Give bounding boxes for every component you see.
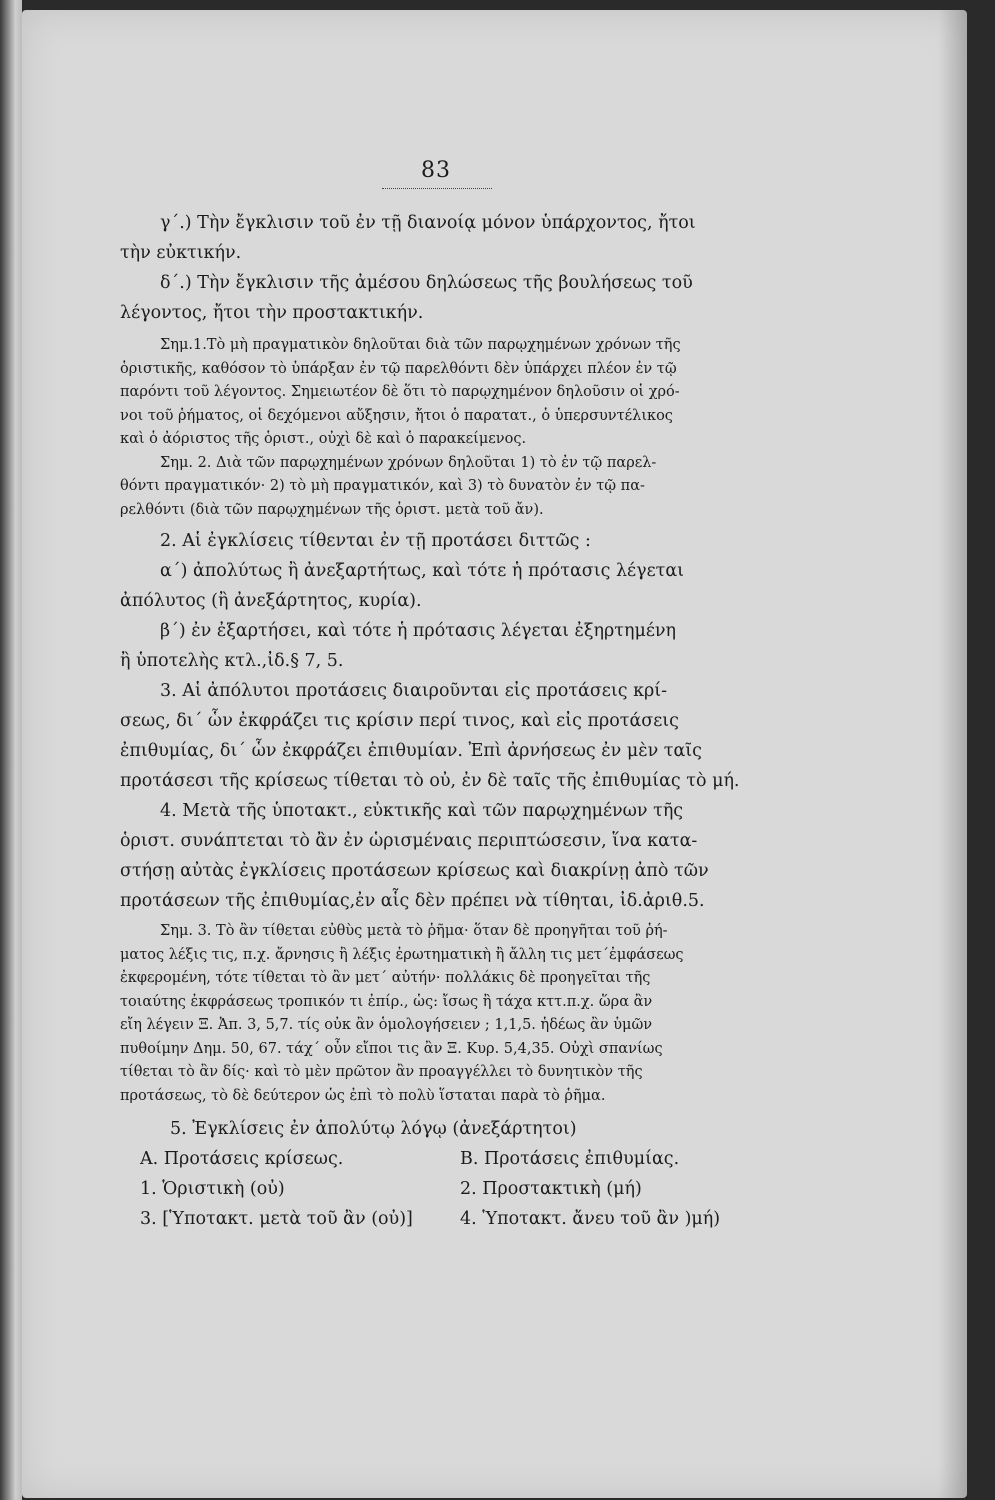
book-page bbox=[22, 10, 967, 1498]
text-line: ἀπόλυτος (ἢ ἀνεξάρτητος, κυρία). bbox=[120, 591, 422, 611]
text-line: 4. Μετὰ τῆς ὑποτακτ., εὐκτικῆς καὶ τῶν παρῳχημένων τῆς bbox=[160, 801, 684, 821]
note-line: τοιαύτης ἐκφράσεως τροπικόν τι ἐπίρ., ὡς: ἴσως ἢ τάχα κττ.π.χ. ὥρα ἂν bbox=[120, 993, 653, 1010]
text-line: 3. Αἱ ἀπόλυτοι προτάσεις διαιροῦνται εἰς προτάσεις κρί- bbox=[160, 681, 668, 701]
text-line: στήσῃ αὐτὰς ἐγκλίσεις προτάσεων κρίσεως καὶ διακρίνῃ ἀπὸ τῶν bbox=[120, 861, 709, 881]
text-line: ἐπιθυμίας, δι΄ ὧν ἐκφράζει ἐπιθυμίαν. Ἐπὶ ἀρνήσεως ἐν μὲν ταῖς bbox=[120, 741, 702, 761]
text-line: τὴν εὐκτικήν. bbox=[120, 243, 242, 263]
section-heading: 5. Ἐγκλίσεις ἐν ἀπολύτῳ λόγῳ (ἀνεξάρτητοι) bbox=[170, 1119, 577, 1139]
note-line: ρελθόντι (διὰ τῶν παρῳχημένων τῆς ὁριστ. μετὰ τοῦ ἄν). bbox=[120, 501, 544, 518]
note-line: νοι τοῦ ῥήματος, οἱ δεχόμενοι αὔξησιν, ἤτοι ὁ παρατατ., ὁ ὑπερσυντέλικος bbox=[120, 407, 673, 424]
text-line: σεως, δι΄ ὧν ἐκφράζει τις κρίσιν περί τινος, καὶ εἰς προτάσεις bbox=[120, 711, 679, 731]
text-line: προτάσεσι τῆς κρίσεως τίθεται τὸ οὐ, ἐν δὲ ταῖς τῆς ἐπιθυμίας τὸ μή. bbox=[120, 771, 740, 791]
text-line: 2. Αἱ ἐγκλίσεις τίθενται ἐν τῇ προτάσει διττῶς : bbox=[160, 531, 591, 551]
table-cell-a: 1. Ὁριστικὴ (οὐ) bbox=[140, 1179, 285, 1199]
table-col-a-header: Α. Προτάσεις κρίσεως. bbox=[140, 1149, 344, 1169]
note-line: Σημ. 2. Διὰ τῶν παρῳχημένων χρόνων δηλοῦται 1) τὸ ἐν τῷ παρελ- bbox=[160, 454, 657, 471]
table-cell-b: 4. Ὑποτακτ. ἄνευ τοῦ ἂν )μή) bbox=[460, 1209, 721, 1229]
note-line: τίθεται τὸ ἂν δίς· καὶ τὸ μὲν πρῶτον ἂν προαγγέλλει τὸ δυνητικὸν τῆς bbox=[120, 1064, 643, 1080]
table-cell-a: 3. [Ὑποτακτ. μετὰ τοῦ ἂν (οὐ)] bbox=[140, 1209, 413, 1229]
note-line: θόντι πραγματικόν· 2) τὸ μὴ πραγματικόν, καὶ 3) τὸ δυνατὸν ἐν τῷ πα- bbox=[120, 478, 645, 494]
page-number-rule bbox=[382, 188, 492, 189]
table-col-b-header: Β. Προτάσεις ἐπιθυμίας. bbox=[460, 1149, 680, 1169]
text-line: λέγοντος, ἤτοι τὴν προστακτικήν. bbox=[120, 303, 424, 323]
text-line: προτάσεων τῆς ἐπιθυμίας,ἐν αἷς δὲν πρέπει νὰ τίθηται, ἰδ.ἀριθ.5. bbox=[120, 891, 705, 911]
note-line: ματος λέξις τις, π.χ. ἄρνησις ἢ λέξις ἐρωτηματικὴ ἢ ἄλλη τις μετ΄ἐμφάσεως bbox=[120, 946, 684, 963]
text-line: δ΄.) Τὴν ἔγκλισιν τῆς ἀμέσου δηλώσεως τῆς βουλήσεως τοῦ bbox=[160, 273, 693, 293]
note-line: ὁριστικῆς, καθόσον τὸ ὑπάρξαν ἐν τῷ παρελθόντι δὲν ὑπάρχει πλέον ἐν τῷ bbox=[120, 360, 677, 377]
note-line: πυθοίμην Δημ. 50, 67. τάχ΄ οὖν εἴποι τις ἂν Ξ. Κυρ. 5,4,35. Οὐχὶ σπανίως bbox=[120, 1040, 663, 1057]
note-line: παρόντι τοῦ λέγοντος. Σημειωτέον δὲ ὅτι τὸ παρῳχημένον δηλοῦσιν οἱ χρό- bbox=[120, 384, 680, 400]
table-row bbox=[120, 1204, 760, 1234]
text-line: ἢ ὑποτελὴς κτλ.,ἰδ.§ 7, 5. bbox=[120, 651, 344, 671]
text-line: ὁριστ. συνάπτεται τὸ ἂν ἐν ὡρισμέναις περιπτώσεσιν, ἵνα κατα- bbox=[120, 831, 698, 851]
note-line: εἴη λέγειν Ξ. Ἀπ. 3, 5,7. τίς οὐκ ἂν ὁμολογήσειεν ; 1,1,5. ἡδέως ἂν ὑμῶν bbox=[120, 1017, 653, 1033]
table-header-row bbox=[120, 1144, 760, 1174]
page-shadow bbox=[939, 10, 967, 1498]
note-line: Σημ.1.Τὸ μὴ πραγματικὸν δηλοῦται διὰ τῶν παρῳχημένων χρόνων τῆς bbox=[160, 337, 681, 353]
table-row bbox=[120, 1174, 760, 1204]
text-line: γ΄.) Τὴν ἔγκλισιν τοῦ ἐν τῇ διανοίᾳ μόνον ὑπάρχοντος, ἤτοι bbox=[160, 213, 696, 233]
page-number: 83 bbox=[421, 158, 451, 183]
note-line: καὶ ὁ ἀόριστος τῆς ὁριστ., οὐχὶ δὲ καὶ ὁ παρακείμενος. bbox=[120, 431, 527, 447]
book-spine-edge bbox=[0, 0, 22, 1500]
note-line: ἐκφερομένη, τότε τίθεται τὸ ἂν μετ΄ αὐτήν· πολλάκις δὲ προηγεῖται τῆς bbox=[120, 970, 651, 986]
text-line: β΄) ἐν ἐξαρτήσει, καὶ τότε ἡ πρότασις λέγεται ἐξηρτημένη bbox=[160, 621, 677, 641]
table-cell-b: 2. Προστακτικὴ (μή) bbox=[460, 1179, 642, 1199]
text-line: α΄) ἀπολύτως ἢ ἀνεξαρτήτως, καὶ τότε ἡ πρότασις λέγεται bbox=[160, 561, 685, 581]
page-body bbox=[120, 208, 760, 1234]
note-line: προτάσεως, τὸ δὲ δεύτερον ὡς ἐπὶ τὸ πολὺ ἵσταται παρὰ τὸ ῥῆμα. bbox=[120, 1087, 606, 1104]
note-line: Σημ. 3. Τὸ ἂν τίθεται εὐθὺς μετὰ τὸ ῥῆμα· ὅταν δὲ προηγῆται τοῦ ῥή- bbox=[160, 923, 668, 939]
